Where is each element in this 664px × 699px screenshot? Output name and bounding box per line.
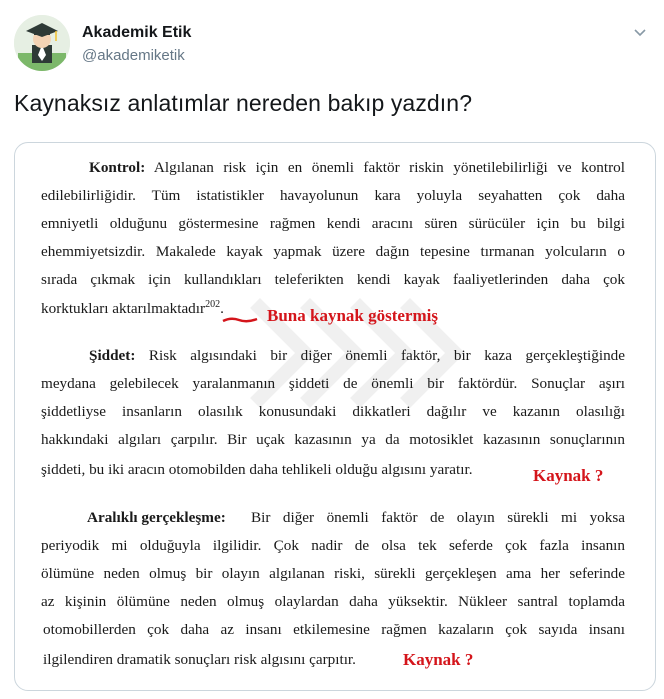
red-underline-mark: [221, 315, 259, 325]
p1-line-2: emniyetli olduğunu göstermesine rağmen kendi aracını süren sürücüler için bu bilgi: [41, 215, 625, 232]
p1-line-5: korktukları aktarılmaktadır$^{202}$.: [41, 299, 224, 318]
tweet-image[interactable]: [14, 142, 656, 691]
p1-line-1: edilebilirliğidir. Tüm istatistikler havayolunun kara yoluyla seyahatten çok daha: [41, 187, 625, 204]
p2-line-4: şiddeti, bu iki aracın otomobilden daha tehlikeli olduğu algısını yaratır.: [41, 461, 473, 478]
document-scan: [15, 143, 655, 690]
p3-line-5: ilgilendiren dramatik sonuçları risk algısını çarpıtır.: [43, 651, 356, 668]
p3-line-4: otomobillerden çok daha az insanı etkilemesine rağmen kazaların çok sayıda insanı: [43, 621, 625, 638]
footnote-ref: 202: [205, 299, 221, 310]
p2-line-3: hakkındaki algıları çarpılır. Bir uçak kazasının ya da motosiklet kazasının sonuçlarının: [41, 431, 625, 448]
p2-heading: Şiddet:: [89, 347, 136, 364]
tweet-text: Kaynaksız anlatımlar nereden bakıp yazdın?: [14, 90, 473, 116]
display-name[interactable]: Akademik Etik: [82, 24, 192, 41]
annotation-source-missing-2: Kaynak ?: [403, 650, 474, 669]
user-handle[interactable]: @akademiketik: [82, 47, 185, 64]
p3-line-0: [87, 509, 226, 527]
p1-line-0: Kontrol: Algılanan risk için en önemli faktör riskin yönetilebilirliği ve kontrol: [89, 159, 625, 176]
p3-heading: Aralıklı gerçekleşme:: [87, 509, 226, 526]
chevron-down-icon[interactable]: [632, 24, 648, 40]
p1-heading: Kontrol:: [89, 159, 146, 176]
p2-line-2: şiddetliyse insanların olasılık konusundaki dikkatleri dağılır ve kazanın olasılığı: [41, 403, 625, 420]
avatar-graduate-icon: [14, 15, 70, 71]
p1-line-4: sırada çıkmak için kullandıkları teleferikten kendi kayak faaliyetlerinden daha çok: [41, 271, 625, 288]
p1-line-3: ehemmiyetsizdir. Makalede kayak yapmak üzere dağın tepesine tırmanan yolcuların o: [41, 243, 625, 260]
annotation-source-shown: Buna kaynak göstermiş: [267, 306, 438, 325]
p2-line-1: meydana gelebilecek yaralanmanın şiddeti de önemli bir faktördür. Sonuçlar aşırı: [41, 375, 625, 392]
p2-line-0: Şiddet: Risk algısındaki bir diğer önemli faktör, bir kaza gerçekleştiğinde: [89, 347, 626, 364]
p3-line-2: ölümüne neden olmuş bir olayın algılanan riski, sürekli gerçekleşen ama her seferinde: [41, 565, 625, 582]
avatar[interactable]: [14, 15, 70, 71]
annotation-source-missing-1: Kaynak ?: [533, 466, 604, 485]
p3-line-3: az kişinin ölümüne neden olmuş olaylardan daha yüksektir. Nükleer santral toplamda: [41, 593, 625, 610]
p3-line-1: periyodik mi olduğuyla ilgilidir. Çok nadir de olsa tek seferde çok fazla insanın: [41, 537, 625, 554]
p3-line-0-text: Bir diğer önemli faktör de olayın sürekli mi yoksa: [251, 509, 625, 526]
